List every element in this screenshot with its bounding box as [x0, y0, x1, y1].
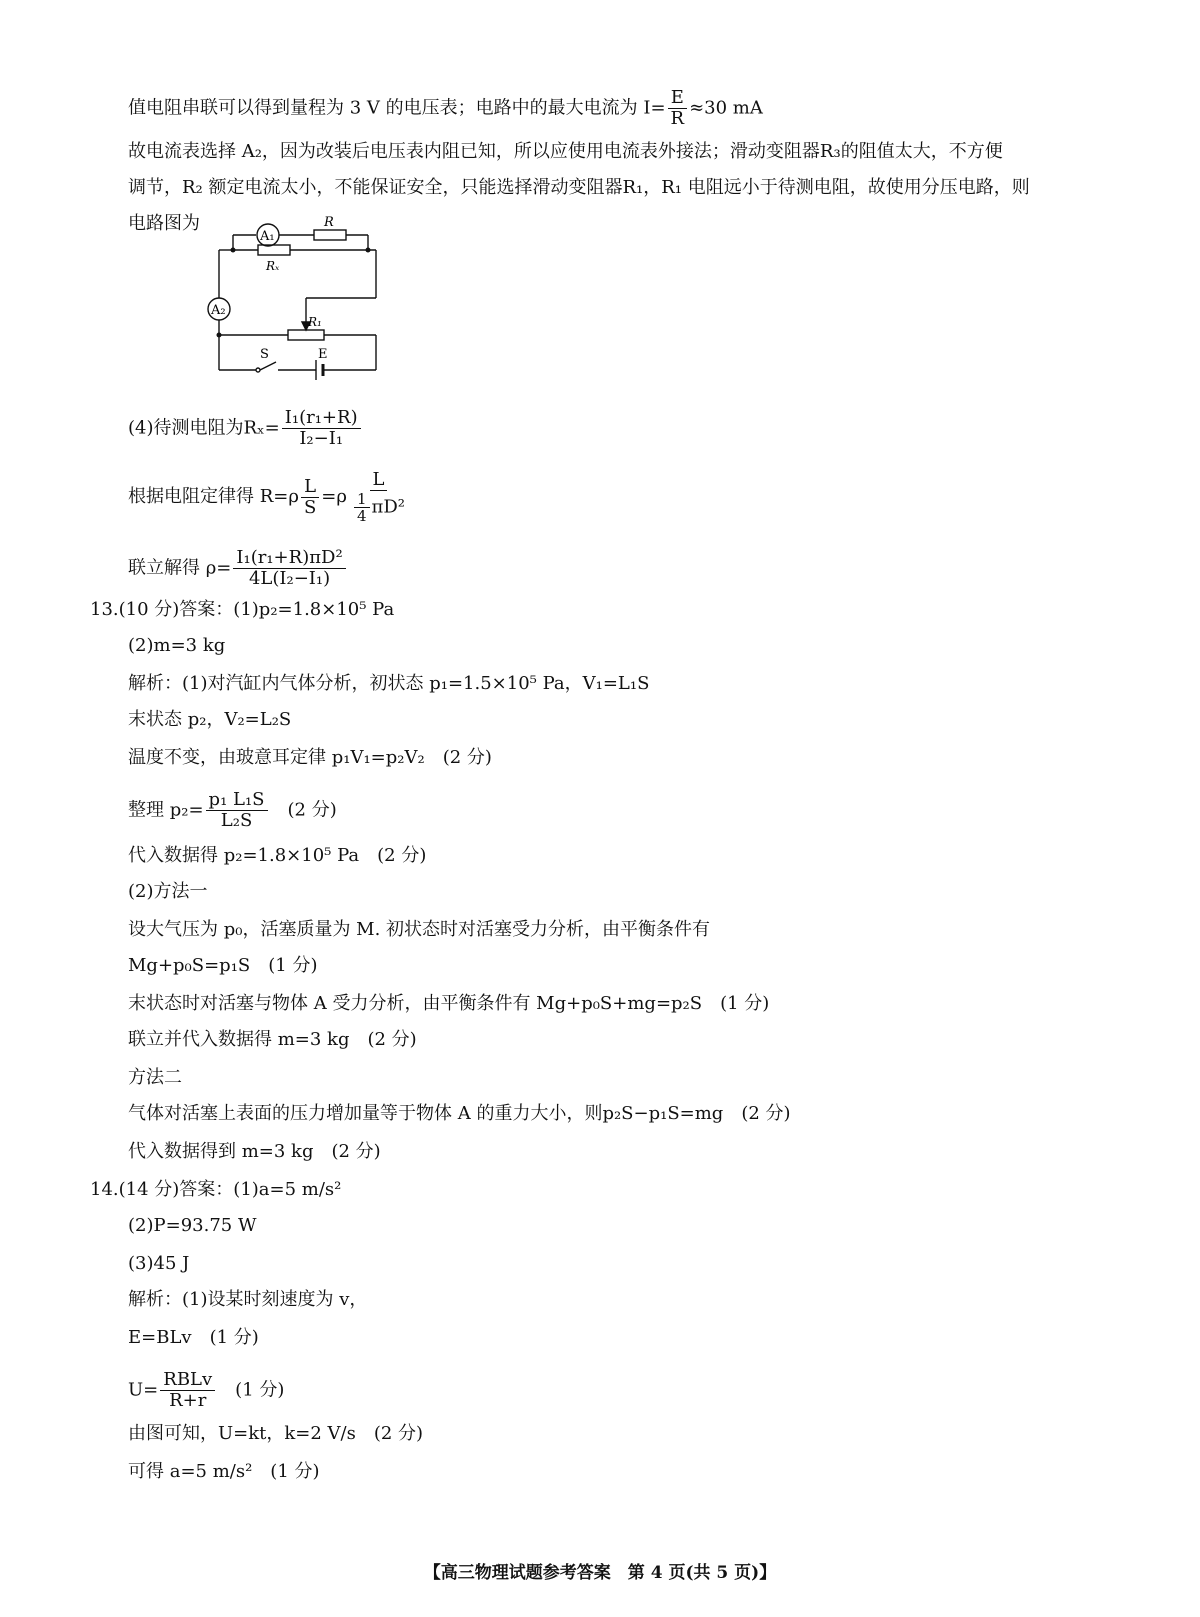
text-line: 值电阻串联可以得到量程为 3 V 的电压表；电路中的最大电流为 I= $\frac{E}{R}$ ≈30 mA [128, 87, 763, 129]
text-line: 末状态 p₂，V₂=L₂S [128, 709, 292, 730]
text-line: 解析：(1)对汽缸内气体分析，初状态 p₁=1.5×10⁵ Pa，V₁=L₁S [128, 673, 650, 694]
label-R: R [324, 215, 334, 230]
text-line: (2)m=3 kg [128, 635, 226, 656]
text-line: E=BLv (1 分) [128, 1327, 259, 1348]
text-line: 气体对活塞上表面的压力增加量等于物体 A 的重力大小，则p₂S−p₁S=mg (2 分) [128, 1103, 791, 1124]
text-line: (3)45 J [128, 1253, 190, 1274]
fraction: $\frac{\text{I₁(r₁+R)}}{\text{I₂−I₁}}$ [282, 408, 361, 449]
question-14-heading: 14.(14 分)答案：(1)a=5 m/s² [90, 1179, 342, 1200]
text-line: 方法二 [128, 1067, 182, 1088]
label-A2: A₂ [211, 303, 226, 318]
label-E: E [318, 347, 328, 362]
text-line: (2)P=93.75 W [128, 1215, 257, 1236]
text-line: 联立解得 ρ= $\frac{\text{I₁(r₁+R)πD²}}{\text{4L(I₂−I₁)}}$ [128, 548, 348, 589]
text-line: 整理 p₂= $\frac{\text{p₁ L₁S}}{\text{L₂S}}$ (2 分) [128, 789, 337, 831]
fraction: $\frac{\text{p₁ L₁S}}{\text{L₂S}}$ [206, 790, 268, 831]
fraction: L $\frac{1}{4}$ πD² [349, 470, 408, 524]
text-line: 设大气压为 p₀，活塞质量为 M. 初状态时对活塞受力分析，由平衡条件有 [128, 919, 711, 940]
text-line: 由图可知，U=kt，k=2 V/s (2 分) [128, 1423, 424, 1444]
fraction: $\frac{\text{I₁(r₁+R)πD²}}{\text{4L(I₂−I₁)}}$ [233, 548, 345, 589]
text-line: 温度不变，由玻意耳定律 p₁V₁=p₂V₂ (2 分) [128, 747, 492, 768]
fraction: $\frac{E}{R}$ [668, 88, 688, 129]
label-A1: A₁ [260, 229, 275, 244]
text-line: 可得 a=5 m/s² (1 分) [128, 1461, 320, 1482]
question-13-heading: 13.(10 分)答案：(1)p₂=1.8×10⁵ Pa [90, 599, 395, 620]
text-line: Mg+p₀S=p₁S (1 分) [128, 955, 318, 976]
text-line: 故电流表选择 A₂，因为改装后电压表内阻已知，所以应使用电流表外接法；滑动变阻器R₃的阻值太大，不方便 [128, 141, 1003, 162]
text-line: 电路图为 [128, 213, 200, 234]
text-line: 末状态时对活塞与物体 A 受力分析，由平衡条件有 Mg+p₀S+mg=p₂S (1 分) [128, 993, 770, 1014]
text-line: 联立并代入数据得 m=3 kg (2 分) [128, 1029, 417, 1050]
text-line: 调节，R₂ 额定电流太小，不能保证安全，只能选择滑动变阻器R₁，R₁ 电阻远小于待测电阻，故使用分压电路，则 [128, 177, 1030, 198]
fraction: $\frac{\text{RBLv}}{R+r}$ [160, 1370, 215, 1411]
text-line: 代入数据得到 m=3 kg (2 分) [128, 1141, 381, 1162]
text-line: (2)方法一 [128, 881, 208, 902]
text-line: U= $\frac{\text{RBLv}}{R+r}$ (1 分) [128, 1369, 285, 1411]
text-line: (4)待测电阻为Rₓ= $\frac{\text{I₁(r₁+R)}}{\text{I₂−I₁}}$ [128, 408, 363, 449]
text-line: 代入数据得 p₂=1.8×10⁵ Pa (2 分) [128, 845, 427, 866]
label-Rx: Rₓ [266, 259, 280, 273]
label-R1: R₁ [308, 315, 322, 329]
text-line: 根据电阻定律得 R=ρ $\frac{L}{S}$ =ρ L $\frac{1}{4}$ πD² [128, 470, 410, 524]
label-S: S [260, 347, 269, 362]
page-footer: 【高三物理试题参考答案 第 4 页(共 5 页)】 [423, 1563, 777, 1583]
text-line: 解析：(1)设某时刻速度为 v， [128, 1289, 368, 1310]
fraction: $\frac{L}{S}$ [301, 477, 319, 518]
circuit-diagram [196, 210, 396, 390]
